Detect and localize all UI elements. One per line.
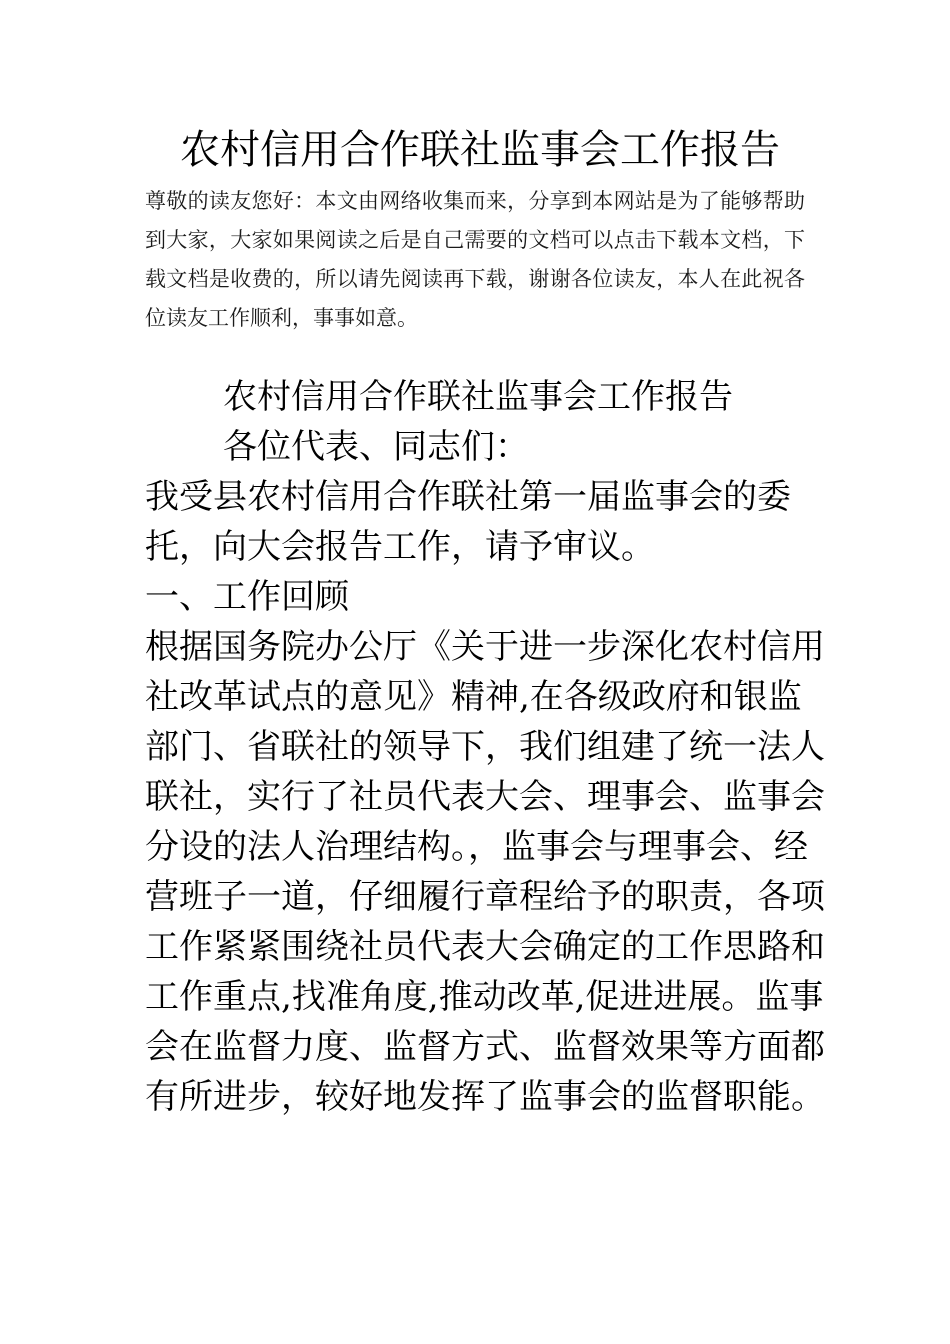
section-heading: 一、工作回顾: [145, 577, 349, 617]
reader-notice: 尊敬的读友您好：本文由网络收集而来，分享到本网站是为了能够帮助到大家，大家如果阅读之后是自己需要的文档可以点击下载本文档，下载文档是收费的，所以请先阅读再下载，谢谢各位读友，本人在此祝各位读友工作顺利，事事如意。: [145, 189, 805, 330]
paragraph-review: 根据国务院办公厅《关于进一步深化农村信用社改革试点的意见》精神,在各级政府和银监部门、省联社的领导下，我们组建了统一法人联社，实行了社员代表大会、理事会、监事会分设的法人治理结构。，监事会与理事会、经营班子一道，仔细履行章程给予的职责，各项工作紧紧围绕社员代表大会确定的工作思路和工作重点,找准角度,推动改革,促进进展。监事会在监督力度、监督方式、监督效果等方面都有所进步，较好地发挥了监事会的监督职能。: [145, 627, 825, 1117]
paragraph-intro: 我受县农村信用合作联社第一届监事会的委托，向大会报告工作，请予审议。: [145, 477, 791, 567]
report-subtitle: 农村信用合作联社监事会工作报告: [223, 377, 733, 417]
salutation: 各位代表、同志们：: [223, 427, 529, 467]
document-title: 农村信用合作联社监事会工作报告: [180, 127, 780, 173]
document-body: [145, 372, 825, 1122]
